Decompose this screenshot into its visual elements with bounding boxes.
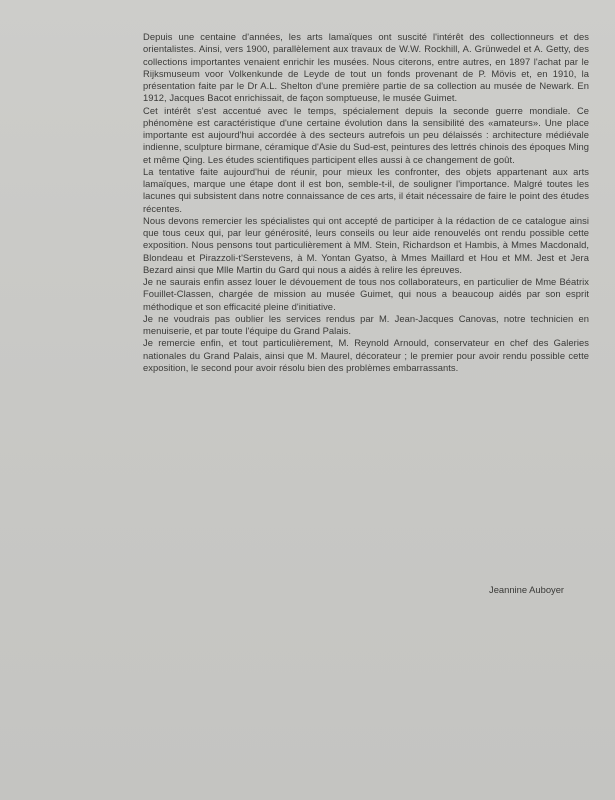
paragraph-exhibition: La tentative faite aujourd'hui de réunir, pour mieux les confronter, des objets appartenant aux arts lamaïques, marque une étape dont il est bon, semble-t-il, de souligner l'importance. Malgré toutes les lacunes qui subsistent dans notre connaissance de ces arts, il était nécessaire de faire le point des études récentes. xyxy=(143,165,589,214)
author-signature: Jeannine Auboyer xyxy=(489,584,565,595)
paragraph-thanks-specialists: Nous devons remercier les spécialistes qui ont accepté de participer à la rédaction de ce catalogue ainsi que tous ceux qui, par leur générosité, leurs conseils ou leur aide renouvelés ont rendu possible cette exposition. Nous pensons tout particulièrement à MM. Stein, Richardson et Hambis, à Mmes Macdonald, Blondeau et Pirazzoli-t'Serstevens, à M. Yontan Gyatso, à Mmes Maillard et Hou et MM. Jest et Jera Bezard ainsi que Mlle Martin du Gard qui nous a aidés à relire les épreuves. xyxy=(143,214,589,275)
paragraph-thanks-grand-palais: Je remercie enfin, et tout particulièrement, M. Reynold Arnould, conservateur en chef des Galeries nationales du Grand Palais, ainsi que M. Maurel, décorateur ; le premier pour avoir rendu possible cette exposition, le second pour avoir résolu bien des problèmes embarrassants. xyxy=(143,337,589,373)
paragraph-interest: Cet intérêt s'est accentué avec le temps, spécialement depuis la seconde guerre mondiale. Ce phénomène est caractéristique d'une certaine évolution dans la sensibilité des «amateurs». Une place importante est aujourd'hui accordée à des secteurs autrefois un peu délaissés : architecture médiévale indienne, sculpture birmane, céramique d'Asie du Sud-est, peintures des lettrés chinois des époques Ming et même Qing. Les études scientifiques participent elles aussi à ce changement de goût. xyxy=(143,104,589,165)
preface-text xyxy=(143,31,589,374)
paragraph-thanks-collaborators: Je ne saurais enfin assez louer le dévouement de tous nos collaborateurs, en particulier de Mme Béatrix Fouillet-Classen, chargée de mission au musée Guimet, qui nous a beaucoup aidés par son esprit méthodique et son efficacité pleine d'initiative. xyxy=(143,276,589,312)
paragraph-history: Depuis une centaine d'années, les arts lamaïques ont suscité l'intérêt des collectionneurs et des orientalistes. Ainsi, vers 1900, parallèlement aux travaux de W.W. Rockhill, A. Grünwedel et A. Getty, des collections importantes venaient enrichir les musées. Nous citerons, entre autres, en 1897 l'achat par le Rijksmuseum voor Volkenkunde de Leyde de tout un fonds provenant de P. Mövis et, en 1910, la présentation faite par le Dr A.L. Shelton d'une première partie de sa collection au musée de Newark. En 1912, Jacques Bacot enrichissait, de façon somptueuse, le musée Guimet. xyxy=(143,31,589,104)
paragraph-thanks-services: Je ne voudrais pas oublier les services rendus par M. Jean-Jacques Canovas, notre technicien en menuiserie, et par toute l'équipe du Grand Palais. xyxy=(143,312,589,336)
